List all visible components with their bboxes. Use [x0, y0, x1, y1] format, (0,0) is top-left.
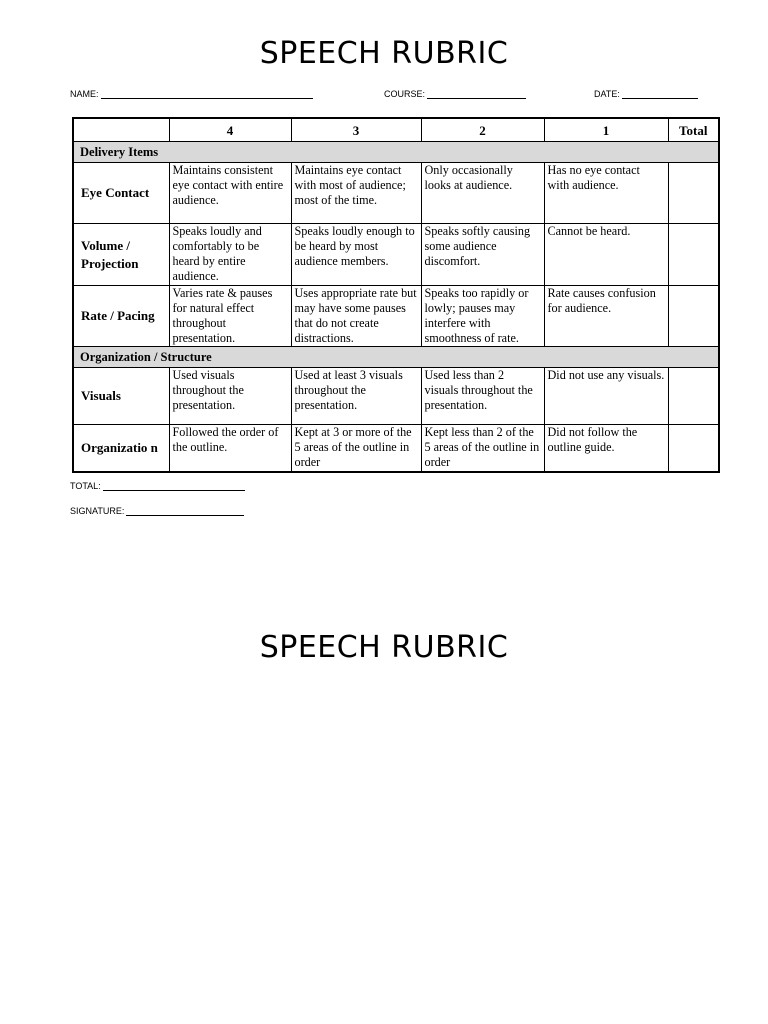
table-cell: Used less than 2 visuals throughout the presentation.: [421, 368, 544, 425]
total-cell[interactable]: [668, 425, 719, 472]
column-header: Total: [668, 118, 719, 142]
criterion-label: Volume / Projection: [73, 224, 169, 286]
table-cell: Maintains consistent eye contact with entire audience.: [169, 163, 291, 224]
header-row: [73, 118, 719, 142]
table-cell: Speaks too rapidly or lowly; pauses may interfere with smoothness of rate.: [421, 286, 544, 347]
section-row: [73, 142, 719, 163]
criterion-label: Rate / Pacing: [73, 286, 169, 347]
total-label: TOTAL:: [70, 481, 101, 491]
table-cell: Did not follow the outline guide.: [544, 425, 668, 472]
table-cell: Rate causes confusion for audience.: [544, 286, 668, 347]
signature-label: SIGNATURE:: [70, 506, 125, 516]
table-cell: Speaks softly causing some audience discomfort.: [421, 224, 544, 286]
table-cell: Followed the order of the outline.: [169, 425, 291, 472]
name-line[interactable]: [101, 89, 313, 99]
page-title: SPEECH RUBRIC: [259, 630, 509, 665]
table-cell: Maintains eye contact with most of audience; most of the time.: [291, 163, 421, 224]
course-line[interactable]: [427, 89, 526, 99]
rubric-table: [72, 117, 720, 473]
total-line[interactable]: [103, 481, 245, 491]
date-label: DATE:: [594, 89, 620, 99]
section-row: [73, 347, 719, 368]
table-cell: Only occasionally looks at audience.: [421, 163, 544, 224]
date-line[interactable]: [622, 89, 698, 99]
signature-line[interactable]: [126, 506, 244, 516]
table-cell: Used at least 3 visuals throughout the presentation.: [291, 368, 421, 425]
column-header: 4: [169, 118, 291, 142]
section-label: Delivery Items: [73, 142, 719, 163]
table-row: [73, 163, 719, 224]
column-header: 3: [291, 118, 421, 142]
table-cell: Cannot be heard.: [544, 224, 668, 286]
date-field[interactable]: [594, 89, 698, 99]
table-cell: Speaks loudly enough to be heard by most audience members.: [291, 224, 421, 286]
total-field[interactable]: [70, 481, 245, 491]
criterion-label: Eye Contact: [73, 163, 169, 224]
course-field[interactable]: [384, 89, 526, 99]
name-label: NAME:: [70, 89, 99, 99]
page-title: SPEECH RUBRIC: [259, 36, 509, 71]
table-cell: Did not use any visuals.: [544, 368, 668, 425]
table-cell: Kept at 3 or more of the 5 areas of the outline in order: [291, 425, 421, 472]
course-label: COURSE:: [384, 89, 426, 99]
table-cell: Uses appropriate rate but may have some pauses that do not create distractions.: [291, 286, 421, 347]
total-cell[interactable]: [668, 224, 719, 286]
section-label: Organization / Structure: [73, 347, 719, 368]
total-cell[interactable]: [668, 286, 719, 347]
table-row: [73, 224, 719, 286]
column-header: 1: [544, 118, 668, 142]
table-cell: Has no eye contact with audience.: [544, 163, 668, 224]
table-cell: Kept less than 2 of the 5 areas of the outline in order: [421, 425, 544, 472]
criterion-label: Visuals: [73, 368, 169, 425]
table-row: [73, 425, 719, 472]
table-cell: Varies rate & pauses for natural effect throughout presentation.: [169, 286, 291, 347]
signature-field[interactable]: [70, 506, 244, 516]
table-cell: Used visuals throughout the presentation.: [169, 368, 291, 425]
column-header: 2: [421, 118, 544, 142]
total-cell[interactable]: [668, 163, 719, 224]
table-cell: Speaks loudly and comfortably to be heard by entire audience.: [169, 224, 291, 286]
criterion-label: Organizatio n: [73, 425, 169, 472]
column-header: [73, 118, 169, 142]
table-row: [73, 368, 719, 425]
name-field[interactable]: [70, 89, 313, 99]
table-row: [73, 286, 719, 347]
total-cell[interactable]: [668, 368, 719, 425]
